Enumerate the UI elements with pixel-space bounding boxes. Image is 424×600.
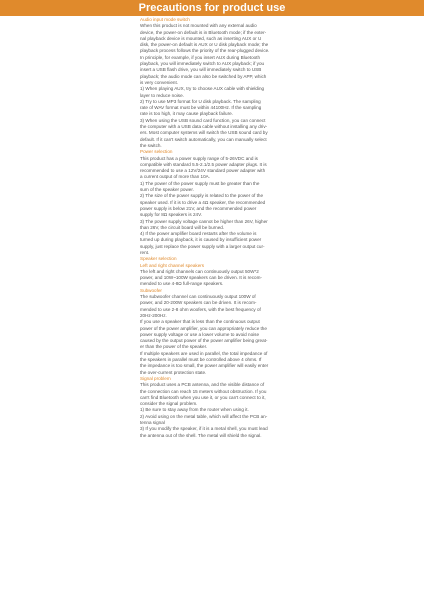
text-line: sum of the speaker power. [140, 187, 194, 193]
text-line: rate is too high, it may cause playback failure. [140, 111, 233, 117]
document-body [140, 17, 286, 439]
text-line: The left and right channels can continuously output 50W*2 [140, 268, 259, 274]
text-line: supply, just replace the power supply with a larger output cur- [140, 243, 265, 249]
text-line: insert a USB flash drive, you will immediately switch to USB [140, 67, 262, 73]
text-line: the computer with a USB data cable without installing any driv- [140, 124, 268, 130]
text-line: default. If it can't switch automatically, you can manually select [140, 136, 267, 142]
text-line: can't find Bluetooth when you use it, or you can't connect to it, [140, 394, 266, 400]
text-line: ers. Most computer systems will switch the USB sound card by [140, 130, 268, 136]
text-line: caused by the output power of the power amplifier being great- [140, 338, 268, 344]
text-line: 3) When using the USB sound card function, you can connect [140, 117, 266, 123]
section-subwoofer-body [140, 294, 286, 376]
text-line: rate of WAV format must be within 44100Hz. If the sampling [140, 105, 262, 111]
text-line: 20Hz-200Hz. [140, 312, 167, 318]
text-line: This product has a power supply range of 5-26VDC and is [140, 155, 258, 161]
text-line: playback; the audio mode can also be switched by APP, which [140, 73, 267, 79]
text-line: mended to use 2-8 ohm woofers, with the best frequency of [140, 306, 261, 312]
text-line: power supply voltage or use a lower volume to avoid noise [140, 331, 259, 337]
section-heading-power: Power selection [140, 149, 173, 155]
text-line: 1) The power of the power supply must be greater than the [140, 180, 260, 186]
text-line: mended to use 4-8Ω full-range speakers. [140, 281, 224, 287]
text-line: the antenna out of the shell. The metal will shield the signal. [140, 432, 262, 438]
text-line: layer to reduce noise. [140, 92, 184, 98]
text-line: power, and 20-200W speakers can be driven. It is recom- [140, 300, 257, 306]
text-line: the speakers in parallel must be controlled above 4 ohms. If [140, 357, 262, 363]
text-line: the impedance is too small, the power amplifier will easily enter [140, 363, 269, 369]
text-line: is very convenient. [140, 79, 179, 85]
text-line: 1) Be sure to stay away from the router when using it. [140, 407, 249, 413]
text-line: a current output of more than 10A. [140, 174, 210, 180]
section-heading-audio: Audio input mode switch [140, 17, 190, 22]
text-line: supply for 8Ω speakers is 24V. [140, 212, 202, 218]
text-line: the switch. [140, 142, 162, 148]
page-title: Precautions for product use [138, 2, 286, 14]
text-line: 1) When playing AUX, try to choose AUX cable with shielding [140, 86, 265, 92]
text-line: nal playback device is mounted, such as inserting AUX or U [140, 35, 262, 41]
text-line: When this product is not mounted with any external audio [140, 23, 257, 29]
text-line: rent. [140, 249, 150, 255]
text-line: compatible with standard 5.5-2.1/2.5 power adapter plugs. It is [140, 161, 267, 167]
text-line: power of the power amplifier, you can appropriately reduce the [140, 325, 267, 331]
section-heading-signal: Signal problem [140, 375, 171, 381]
text-line: The subwoofer channel can continuously output 100W of [140, 294, 256, 300]
section-speaker-body [140, 269, 286, 288]
text-line: recommended to use a 12V/24V standard power adapter with [140, 168, 266, 174]
text-line: If multiple speakers are used in parallel, the total impedance of [140, 350, 268, 356]
text-line: If you use a speaker that is less than the continuous output [140, 319, 260, 325]
section-signal-body [140, 382, 286, 439]
page-title-banner [0, 0, 424, 16]
text-line: the connection can reach 15 meters without obstruction. If you [140, 388, 267, 394]
text-line: device, the power-on default is in Bluetooth mode; if the exter- [140, 29, 267, 35]
text-line: consider the signal problem. [140, 401, 198, 407]
text-line: In principle, for example, if you insert AUX during Bluetooth [140, 54, 261, 60]
text-line: 4) If the power amplifier board restarts after the volume is [140, 231, 257, 237]
text-line: 3) If you modify the speaker, if it is a metal shell, you must lead [140, 426, 268, 432]
text-line: tenna signal [140, 420, 165, 425]
text-line: disk, the power-on default is AUX or U disk playback mode; the [140, 42, 269, 48]
section-heading-speaker: Speaker selection [140, 256, 177, 262]
section-heading-subwoofer: Subwoofer [140, 287, 162, 293]
subheading-left-right-channels: Left and right channel speakers [140, 262, 205, 268]
text-line: playback, you will immediately switch to AUX playback; if you [140, 61, 265, 67]
text-line: 2) The size of the power supply is related to the power of the [140, 193, 263, 199]
text-line: 3) The power supply voltage cannot be higher than 26V, higher [140, 218, 268, 224]
section-power-body [140, 156, 286, 257]
text-line: 2) Try to use MP3 format for U disk playback. The sampling [140, 98, 261, 104]
text-line: speaker used. If it is to drive a 4Ω speaker, the recommended [140, 199, 266, 205]
text-line: er than the power of the speaker. [140, 344, 208, 350]
text-line: This product uses a PCB antenna, and the visible distance of [140, 382, 265, 388]
text-line: turned up during playback, it is caused by insufficient power [140, 237, 262, 243]
text-line: than 26V, the circuit board will be burned. [140, 224, 225, 230]
section-audio-body [140, 23, 286, 149]
text-line: power supply is below 21V, and the recommended power [140, 205, 257, 211]
text-line: 2) Avoid using on the metal table, which will affect the PCB an- [140, 413, 268, 419]
text-line: the over-current protection state. [140, 369, 207, 375]
text-line: playback process follows the priority of the rear-plugged device. [140, 48, 270, 54]
text-line: power, and 10W~100W speakers can be driven. It is recom- [140, 275, 262, 281]
